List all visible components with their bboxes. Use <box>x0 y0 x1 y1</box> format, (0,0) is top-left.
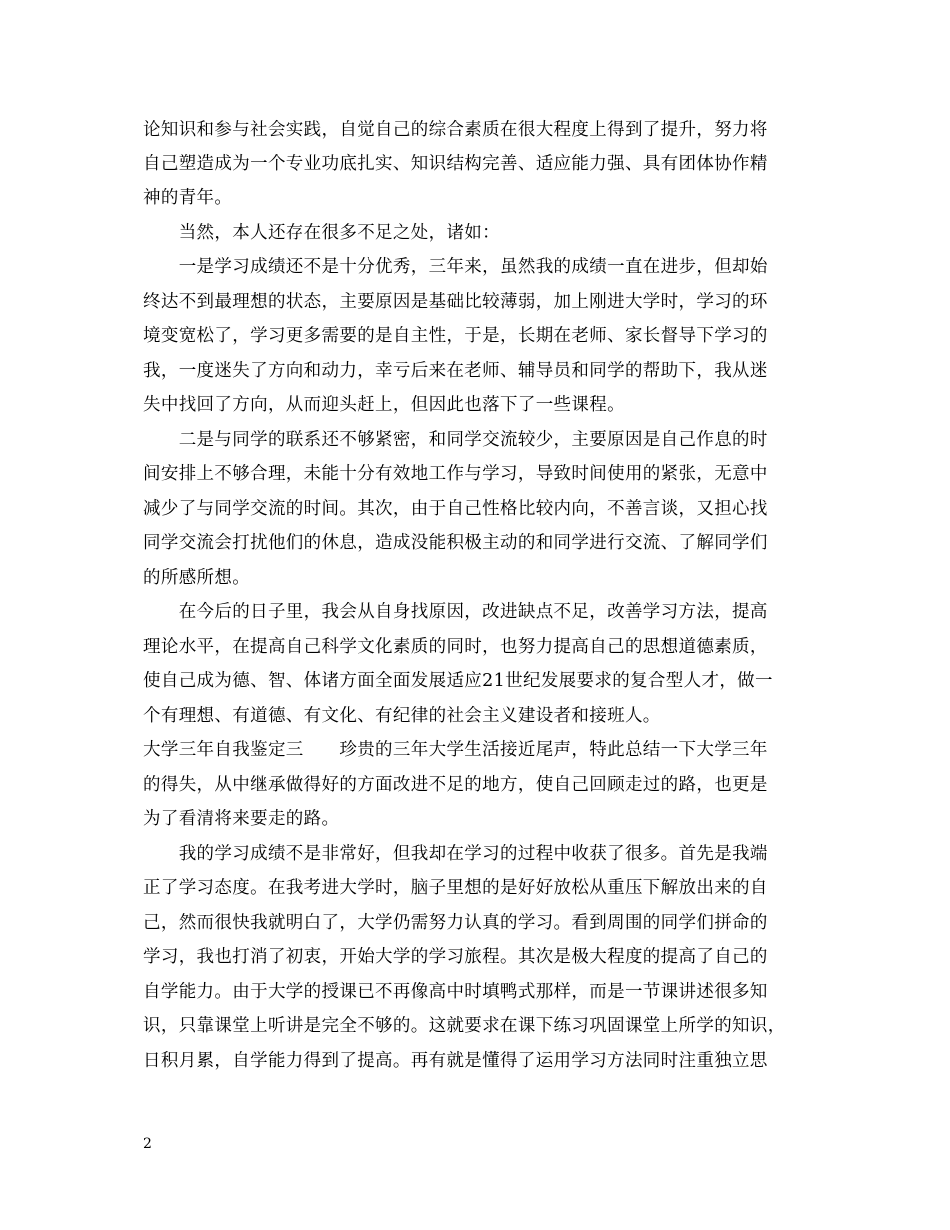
page-number: 2 <box>143 1136 152 1152</box>
text-line: 识，只靠课堂上听讲是完全不够的。这就要求在课下练习巩固课堂上所学的知识， <box>143 1016 786 1036</box>
text-line: 二是与同学的联系还不够紧密，和同学交流较少，主要原因是自己作息的时 <box>143 430 768 450</box>
text-line: 间安排上不够合理，未能十分有效地工作与学习，导致时间使用的紧张，无意中 <box>143 464 768 484</box>
section-heading-line: 大学三年自我鉴定三 珍贵的三年大学生活接近尾声，特此总结一下大学三年 <box>143 740 768 760</box>
text-line: 理论水平，在提高自己科学文化素质的同时，也努力提高自己的思想道德素质， <box>143 637 768 657</box>
text-line: 己，然而很快我就明白了，大学仍需努力认真的学习。看到周围的同学们拼命的 <box>143 913 768 933</box>
text-line: 我，一度迷失了方向和动力，幸亏后来在老师、辅导员和同学的帮助下，我从迷 <box>143 361 768 381</box>
text-line: 的所感所想。 <box>143 568 251 588</box>
text-line: 自学能力。由于大学的授课已不再像高中时填鸭式那样，而是一节课讲述很多知 <box>143 982 768 1002</box>
text-line: 同学交流会打扰他们的休息，造成没能积极主动的和同学进行交流、了解同学们 <box>143 533 768 553</box>
text-line: 终达不到最理想的状态，主要原因是基础比较薄弱，加上刚进大学时，学习的环 <box>143 292 768 312</box>
text-line: 日积月累，自学能力得到了提高。再有就是懂得了运用学习方法同时注重独立思 <box>143 1051 768 1071</box>
text-line: 减少了与同学交流的时间。其次，由于自己性格比较内向，不善言谈，又担心找 <box>143 499 768 519</box>
text-line: 使自己成为德、智、体诸方面全面发展适应21世纪发展要求的复合型人才，做一 <box>143 671 773 691</box>
text-line: 个有理想、有道德、有文化、有纪律的社会主义建设者和接班人。 <box>143 706 661 726</box>
text-line: 当然，本人还存在很多不足之处，诸如： <box>143 223 500 243</box>
text-line: 一是学习成绩还不是十分优秀，三年来，虽然我的成绩一直在进步，但却始 <box>143 257 768 277</box>
text-line: 为了看清将来要走的路。 <box>143 809 340 829</box>
text-line: 的得失，从中继承做得好的方面改进不足的地方，使自己回顾走过的路，也更是 <box>143 775 768 795</box>
text-line: 在今后的日子里，我会从自身找原因，改进缺点不足，改善学习方法，提高 <box>143 602 768 622</box>
text-line: 失中找回了方向，从而迎头赶上，但因此也落下了一些课程。 <box>143 395 625 415</box>
text-line: 自己塑造成为一个专业功底扎实、知识结构完善、适应能力强、具有团体协作精 <box>143 154 768 174</box>
text-line: 我的学习成绩不是非常好，但我却在学习的过程中收获了很多。首先是我端 <box>143 844 768 864</box>
text-line: 正了学习态度。在我考进大学时，脑子里想的是好好放松从重压下解放出来的自 <box>143 878 768 898</box>
text-line: 论知识和参与社会实践，自觉自己的综合素质在很大程度上得到了提升，努力将 <box>143 120 768 140</box>
text-line: 境变宽松了，学习更多需要的是自主性，于是，长期在老师、家长督导下学习的 <box>143 326 768 346</box>
text-line: 学习，我也打消了初衷，开始大学的学习旅程。其次是极大程度的提高了自己的 <box>143 947 768 967</box>
text-line: 神的青年。 <box>143 188 233 208</box>
